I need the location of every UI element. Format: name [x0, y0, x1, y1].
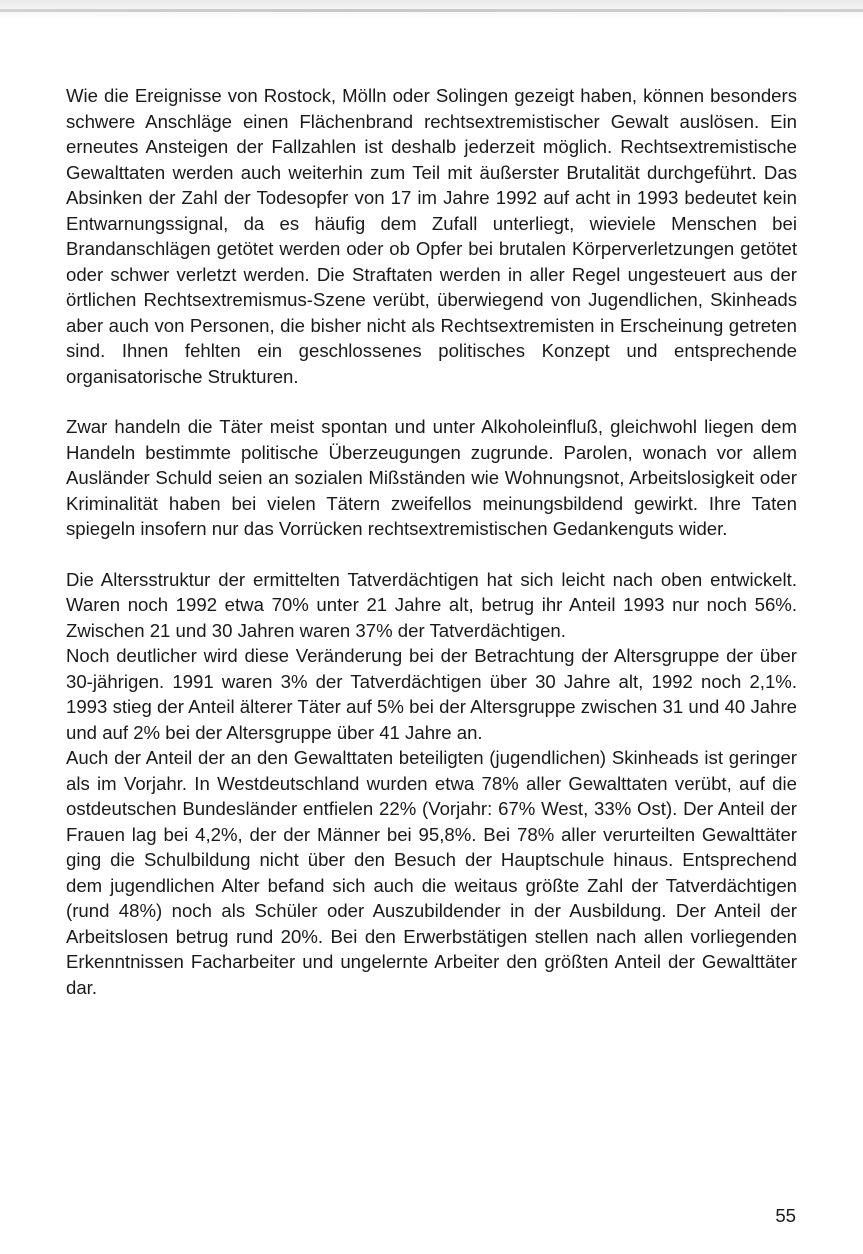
page-number: 55	[775, 1205, 796, 1226]
paragraph-violence-outlook: Wie die Ereignisse von Rostock, Mölln oder Solingen gezeigt haben, können besonders schwere Anschläge einen Flächenbrand rechtsextremistischer Gewalt auslösen. Ein erneutes Ansteigen der Fallzahlen ist deshalb jederzeit möglich. Rechtsextremistische Gewalttaten werden auch weiterhin zum Teil mit äußerster Brutalität durchgeführt. Das Absinken der Zahl der Todesopfer von 17 im Jahre 1992 auf acht in 1993 bedeutet kein Entwarnungssignal, da es häufig dem Zufall unterliegt, wieviele Menschen bei Brandanschlägen getötet werden oder ob Opfer bei brutalen Körperverletzungen getötet oder schwer verletzt werden. Die Straftaten werden in aller Regel ungesteuert aus der örtlichen Rechtsextremismus-Szene verübt, überwiegend von Jugendlichen, Skinheads aber auch von Personen, die bisher nicht als Rechtsextremisten in Erscheinung getreten sind. Ihnen fehlten ein geschlossenes politisches Konzept und entsprechende organisatorische Strukturen.	[66, 85, 797, 387]
paragraph-skinheads-statistics: Auch der Anteil der an den Gewalttaten beteiligten (jugendlichen) Skinheads ist geringer als im Vorjahr. In Westdeutschland wurden etwa 78% aller Gewalttaten verübt, auf die ostdeutschen Bundesländer entfielen 22% (Vorjahr: 67% West, 33% Ost). Der Anteil der Frauen lag bei 4,2%, der der Männer bei 95,8%. Bei 78% aller verurteilten Gewalttäter ging die Schulbildung nicht über den Besuch der Hauptschule hinaus. Entsprechend dem jugendlichen Alter befand sich auch die weitaus größte Zahl der Tatverdächtigen (rund 48%) noch als Schüler oder Auszubildender in der Ausbildung. Der Anteil der Arbeitslosen betrug rund 20%. Bei den Erwerbstätigen stellen nach allen vorliegenden Erkenntnissen Facharbeiter und ungelernte Arbeiter den größten Anteil der Gewalttäter dar.	[66, 747, 797, 998]
page-body	[66, 83, 797, 1000]
paragraph-older-suspects: Noch deutlicher wird diese Veränderung bei der Betrachtung der Altersgruppe der über 30-jährigen. 1991 waren 3% der Tatverdächtigen über 30 Jahre alt, 1992 noch 2,1%. 1993 stieg der Anteil älterer Täter auf 5% bei der Altersgruppe zwischen 31 und 40 Jahre und auf 2% bei der Altersgruppe über 41 Jahre an.	[66, 645, 797, 743]
scan-top-edge	[0, 0, 863, 20]
paragraph-age-structure: Die Altersstruktur der ermittelten Tatverdächtigen hat sich leicht nach oben entwickelt. Waren noch 1992 etwa 70% unter 21 Jahre alt, betrug ihr Anteil 1993 nur noch 56%. Zwischen 21 und 30 Jahren waren 37% der Tatverdächtigen.	[66, 568, 797, 641]
paragraph-motives: Zwar handeln die Täter meist spontan und unter Alkoholeinfluß, gleichwohl liegen dem Handeln bestimmte politische Überzeugungen zugrunde. Parolen, wonach vor allem Ausländer Schuld seien an sozialen Mißständen wie Wohnungsnot, Arbeitslosigkeit oder Kriminalität haben bei vielen Tätern zweifellos meinungsbildend gewirkt. Ihre Taten spiegeln insofern nur das Vorrücken rechtsextremistischen Gedankenguts wider.	[66, 416, 797, 539]
